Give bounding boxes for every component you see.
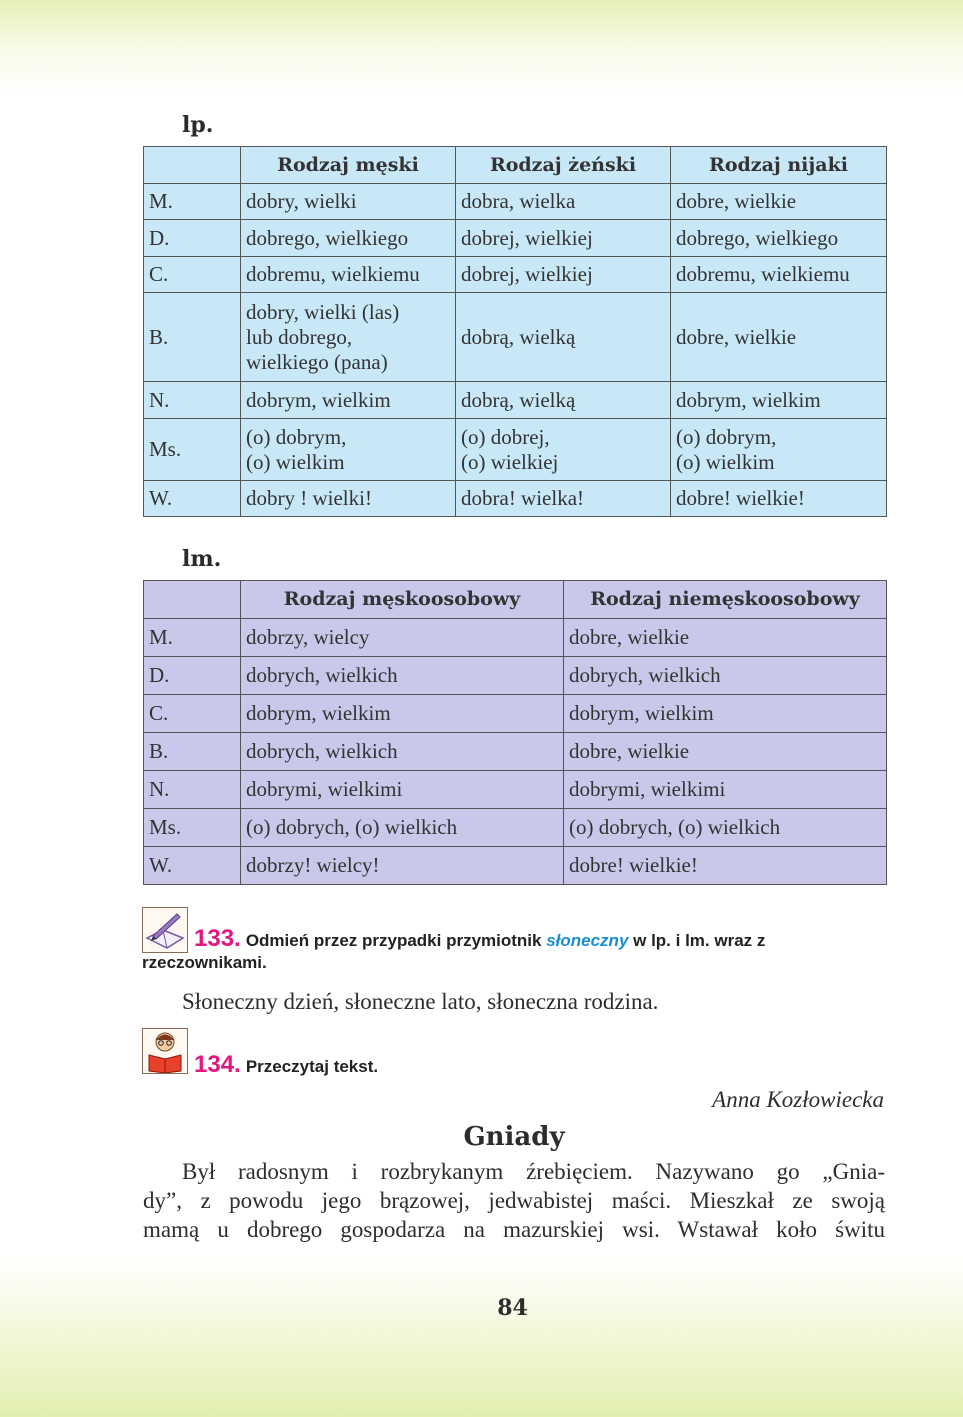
form-cell: dobrą, wielką	[456, 293, 671, 382]
story-line: Był radosnym i rozbrykanym źrebięciem. Nazywano go „Gnia-	[182, 1159, 885, 1184]
exercise-number: 133.	[194, 925, 241, 952]
header-cell: Rodzaj męskoosobowy	[241, 581, 564, 619]
case-cell: Ms.	[144, 809, 241, 847]
table-header-row	[144, 147, 887, 184]
form-cell: dobrej, wielkiej	[456, 257, 671, 293]
case-cell: B.	[144, 293, 241, 382]
plural-label: lm.	[182, 546, 222, 572]
form-cell: dobry, wielki	[241, 184, 456, 220]
table-row	[144, 695, 887, 733]
story-line: mamą u dobrego gospodarza na mazurskiej wsi. Wstawał koło świtu	[143, 1217, 885, 1242]
table-row	[144, 657, 887, 695]
header-cell: Rodzaj męski	[241, 147, 456, 184]
case-cell: Ms.	[144, 419, 241, 481]
case-cell: M.	[144, 619, 241, 657]
form-cell: dobra! wielka!	[456, 481, 671, 517]
case-cell: N.	[144, 771, 241, 809]
table-row	[144, 257, 887, 293]
form-cell: dobrą, wielką	[456, 382, 671, 419]
form-cell: dobrym, wielkim	[241, 382, 456, 419]
case-cell: D.	[144, 657, 241, 695]
table-row	[144, 619, 887, 657]
form-cell: dobrych, wielkich	[241, 657, 564, 695]
story-title: Gniady	[463, 1122, 565, 1152]
header-cell: Rodzaj żeński	[456, 147, 671, 184]
case-cell: C.	[144, 695, 241, 733]
form-cell: dobrym, wielkim	[671, 382, 887, 419]
header-cell	[144, 147, 241, 184]
case-cell: N.	[144, 382, 241, 419]
form-cell: (o) dobrym, (o) wielkim	[241, 419, 456, 481]
form-cell: dobre, wielkie	[564, 619, 887, 657]
story-text	[143, 1157, 885, 1244]
header-cell	[144, 581, 241, 619]
table-row	[144, 419, 887, 481]
table-row	[144, 220, 887, 257]
form-cell: dobra, wielka	[456, 184, 671, 220]
page-number: 84	[497, 1295, 528, 1321]
highlighted-word: słoneczny	[546, 931, 629, 950]
table-row	[144, 382, 887, 419]
instruction-text: Przeczytaj tekst.	[245, 1057, 379, 1076]
form-cell: dobremu, wielkiemu	[671, 257, 887, 293]
form-cell: dobrzy! wielcy!	[241, 847, 564, 885]
instruction-text: w lp. i lm. wraz z rzeczownikami.	[142, 931, 766, 972]
story-line: dy”, z powodu jego brązowej, jedwabistej maści. Mieszkał ze swoją	[143, 1188, 885, 1213]
form-cell: dobry, wielki (las) lub dobrego, wielkiego (pana)	[241, 293, 456, 382]
table-row	[144, 809, 887, 847]
case-cell: M.	[144, 184, 241, 220]
exercise-133-text: Słoneczny dzień, słoneczne lato, słoneczna rodzina.	[182, 989, 659, 1014]
form-cell: (o) dobrych, (o) wielkich	[564, 809, 887, 847]
exercise-133-instruction	[142, 925, 887, 974]
table-row	[144, 771, 887, 809]
form-cell: dobre! wielkie!	[671, 481, 887, 517]
table-row	[144, 184, 887, 220]
header-cell: Rodzaj niemęskoosobowy	[564, 581, 887, 619]
case-cell: W.	[144, 847, 241, 885]
form-cell: (o) dobrej, (o) wielkiej	[456, 419, 671, 481]
table-row	[144, 847, 887, 885]
form-cell: dobrego, wielkiego	[241, 220, 456, 257]
case-cell: D.	[144, 220, 241, 257]
exercise-134-instruction	[142, 1051, 887, 1079]
form-cell: (o) dobrym, (o) wielkim	[671, 419, 887, 481]
form-cell: dobrego, wielkiego	[671, 220, 887, 257]
table-row	[144, 293, 887, 382]
form-cell: dobry ! wielki!	[241, 481, 456, 517]
table-row	[144, 733, 887, 771]
singular-declension-table	[143, 146, 887, 517]
form-cell: dobre, wielkie	[671, 184, 887, 220]
form-cell: dobrym, wielkim	[241, 695, 564, 733]
form-cell: dobrymi, wielkimi	[241, 771, 564, 809]
form-cell: dobrych, wielkich	[241, 733, 564, 771]
author-name: Anna Kozłowiecka	[712, 1087, 884, 1112]
exercise-number: 134.	[194, 1051, 241, 1078]
singular-label: lp.	[182, 112, 214, 138]
form-cell: dobre, wielkie	[671, 293, 887, 382]
form-cell: (o) dobrych, (o) wielkich	[241, 809, 564, 847]
table-row	[144, 481, 887, 517]
form-cell: dobrych, wielkich	[564, 657, 887, 695]
form-cell: dobrym, wielkim	[564, 695, 887, 733]
form-cell: dobrymi, wielkimi	[564, 771, 887, 809]
form-cell: dobremu, wielkiemu	[241, 257, 456, 293]
instruction-text: Odmień przez przypadki przymiotnik	[245, 931, 547, 950]
case-cell: B.	[144, 733, 241, 771]
form-cell: dobre! wielkie!	[564, 847, 887, 885]
case-cell: W.	[144, 481, 241, 517]
form-cell: dobrzy, wielcy	[241, 619, 564, 657]
form-cell: dobre, wielkie	[564, 733, 887, 771]
table-header-row	[144, 581, 887, 619]
form-cell: dobrej, wielkiej	[456, 220, 671, 257]
header-cell: Rodzaj nijaki	[671, 147, 887, 184]
plural-declension-table	[143, 580, 887, 885]
case-cell: C.	[144, 257, 241, 293]
